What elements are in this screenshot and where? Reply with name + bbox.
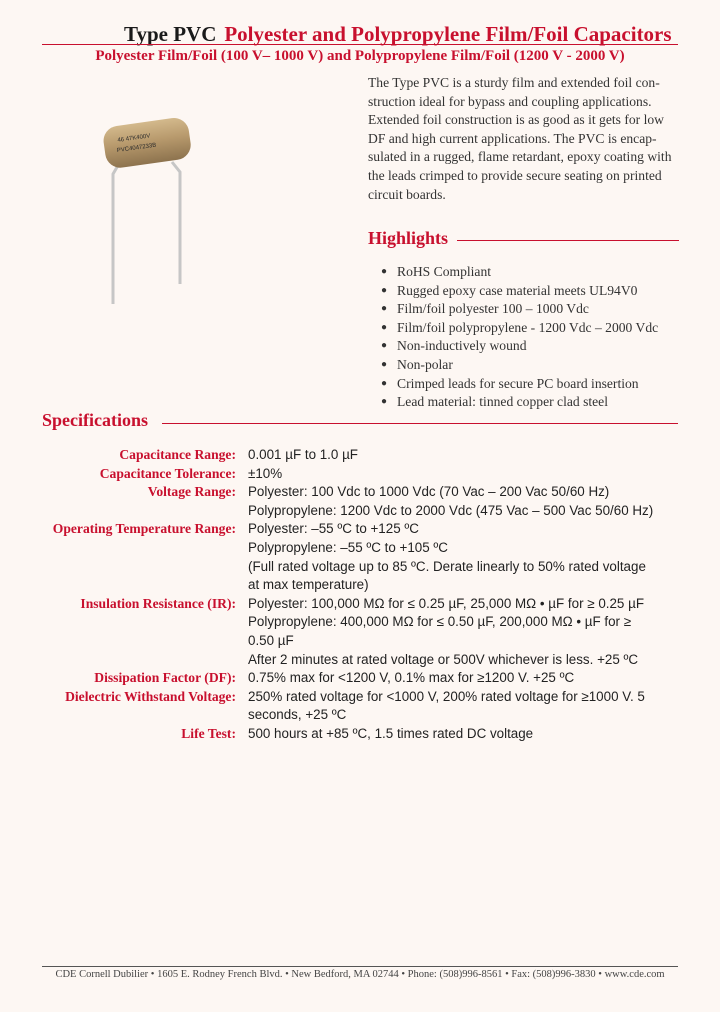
highlights-rule bbox=[457, 240, 679, 241]
list-item bbox=[380, 356, 658, 375]
table-row bbox=[0, 446, 720, 465]
spec-value-line: (Full rated voltage up to 85 ºC. Derate linearly to 50% rated voltage bbox=[248, 558, 646, 574]
spec-value-line: ±10% bbox=[248, 465, 283, 481]
bullet-icon: ● bbox=[381, 303, 388, 315]
spec-value-line: 250% rated voltage for <1000 V, 200% rated voltage for ≥1000 V. 5 bbox=[248, 688, 645, 704]
spec-value bbox=[248, 520, 684, 594]
spec-value-line: Polypropylene: –55 ºC to +105 ºC bbox=[248, 539, 448, 555]
specifications-rule bbox=[162, 423, 678, 424]
highlight-text: Non-inductively wound bbox=[397, 338, 527, 354]
type-label: Type PVC bbox=[124, 22, 217, 46]
spec-value bbox=[248, 688, 684, 725]
bullet-icon: ● bbox=[381, 321, 388, 333]
intro-line: circuit boards. bbox=[368, 186, 446, 202]
list-item bbox=[380, 319, 658, 338]
highlights-list bbox=[380, 263, 658, 412]
spec-label: Insulation Resistance (IR): bbox=[80, 595, 236, 611]
bullet-icon: ● bbox=[381, 284, 388, 296]
bullet-icon: ● bbox=[381, 340, 388, 352]
footer-rule bbox=[42, 966, 678, 967]
spec-value bbox=[248, 465, 684, 484]
bullet-icon: ● bbox=[381, 358, 388, 370]
spec-value bbox=[248, 725, 684, 744]
bullet-icon: ● bbox=[381, 396, 388, 408]
table-row bbox=[0, 520, 720, 594]
bullet-icon: ● bbox=[381, 377, 388, 389]
highlight-text: Film/foil polypropylene - 1200 Vdc – 2000 Vdc bbox=[397, 319, 659, 335]
spec-value bbox=[248, 483, 684, 520]
subtitle: Polyester Film/Foil (100 V– 1000 V) and Polypropylene Film/Foil (1200 V - 2000 V) bbox=[95, 48, 625, 64]
title-main: Polyester and Polypropylene Film/Foil Capacitors bbox=[224, 22, 672, 46]
list-item bbox=[380, 282, 658, 301]
spec-label: Dissipation Factor (DF): bbox=[94, 670, 236, 686]
spec-value-line: seconds, +25 ºC bbox=[248, 707, 347, 723]
table-row bbox=[0, 595, 720, 669]
marking-line2: PVC4047233B bbox=[116, 142, 157, 155]
spec-value-line: Polyester: 100 Vdc to 1000 Vdc (70 Vac – 200 Vac 50/60 Hz) bbox=[248, 484, 610, 500]
capacitor-body bbox=[102, 116, 193, 170]
spec-value bbox=[248, 446, 684, 465]
lead-right bbox=[172, 162, 180, 284]
spec-value bbox=[248, 669, 684, 688]
highlight-text: Film/foil polyester 100 – 1000 Vdc bbox=[397, 301, 589, 317]
spec-value-line: Polypropylene: 1200 Vdc to 2000 Vdc (475 Vac – 500 Vac 50/60 Hz) bbox=[248, 502, 654, 518]
list-item bbox=[380, 393, 658, 412]
table-row bbox=[0, 483, 720, 520]
spec-label: Dielectric Withstand Voltage: bbox=[65, 688, 236, 704]
intro-paragraph bbox=[368, 74, 679, 204]
bullet-icon: ● bbox=[381, 266, 388, 277]
spec-label: Capacitance Range: bbox=[119, 447, 236, 462]
title-rule bbox=[42, 44, 678, 45]
spec-label: Life Test: bbox=[181, 725, 236, 741]
spec-value-line: 0.50 µF bbox=[248, 632, 294, 648]
highlight-text: Crimped leads for secure PC board insertion bbox=[397, 375, 639, 391]
intro-line: DF and high current applications. The PVC is encap- bbox=[368, 130, 657, 146]
spec-value-line: After 2 minutes at rated voltage or 500V whichever is less. +25 ºC bbox=[248, 651, 639, 667]
list-item bbox=[380, 300, 658, 319]
spec-value-line: 500 hours at +85 ºC, 1.5 times rated DC voltage bbox=[248, 725, 534, 741]
spec-label: Voltage Range: bbox=[147, 484, 236, 500]
table-row bbox=[0, 688, 720, 725]
intro-line: The Type PVC is a sturdy film and extended foil con- bbox=[368, 75, 660, 90]
highlight-text: Rugged epoxy case material meets UL94V0 bbox=[397, 282, 638, 298]
specifications-heading: Specifications bbox=[42, 410, 148, 430]
spec-value-line: Polyester: 100,000 MΩ for ≤ 0.25 µF, 25,000 MΩ • µF for ≥ 0.25 µF bbox=[248, 595, 644, 611]
highlight-text: Lead material: tinned copper clad steel bbox=[397, 394, 608, 410]
intro-line: Extended foil construction is as good as it gets for low bbox=[368, 112, 664, 128]
highlight-text: RoHS Compliant bbox=[397, 264, 492, 279]
table-row bbox=[0, 465, 720, 484]
table-row bbox=[0, 725, 720, 744]
spec-value-line: Polyester: –55 ºC to +125 ºC bbox=[248, 521, 419, 537]
lead-left bbox=[113, 162, 120, 304]
specifications-table bbox=[0, 446, 720, 744]
intro-line: the leads crimped to provide secure seating on printed bbox=[368, 167, 662, 183]
spec-value-line: 0.75% max for <1200 V, 0.1% max for ≥1200 V. +25 ºC bbox=[248, 670, 575, 686]
spec-value-line: 0.001 µF to 1.0 µF bbox=[248, 447, 358, 462]
highlights-heading: Highlights bbox=[368, 228, 449, 248]
footer-contact: CDE Cornell Dubilier • 1605 E. Rodney French Blvd. • New Bedford, MA 02744 • Phone: (508)996-8561 • Fax: (508)996-3830 • www.cde.com bbox=[55, 969, 665, 980]
list-item bbox=[380, 375, 658, 394]
spec-value-line: Polypropylene: 400,000 MΩ for ≤ 0.50 µF, 200,000 MΩ • µF for ≥ bbox=[248, 614, 632, 630]
list-item bbox=[380, 337, 658, 356]
spec-value-line: at max temperature) bbox=[248, 577, 369, 593]
highlight-text: Non-polar bbox=[397, 356, 453, 372]
spec-value bbox=[248, 595, 684, 669]
marking-line1: 46 47K400V bbox=[117, 133, 151, 144]
spec-label: Capacitance Tolerance: bbox=[99, 465, 236, 481]
capacitor-photo bbox=[96, 106, 196, 306]
spec-label: Operating Temperature Range: bbox=[52, 521, 236, 537]
intro-line: struction ideal for bypass and coupling applications. bbox=[368, 93, 652, 109]
intro-line: sulated in a rugged, flame retardant, epoxy coating with bbox=[368, 149, 672, 165]
list-item bbox=[380, 263, 658, 282]
table-row bbox=[0, 669, 720, 688]
